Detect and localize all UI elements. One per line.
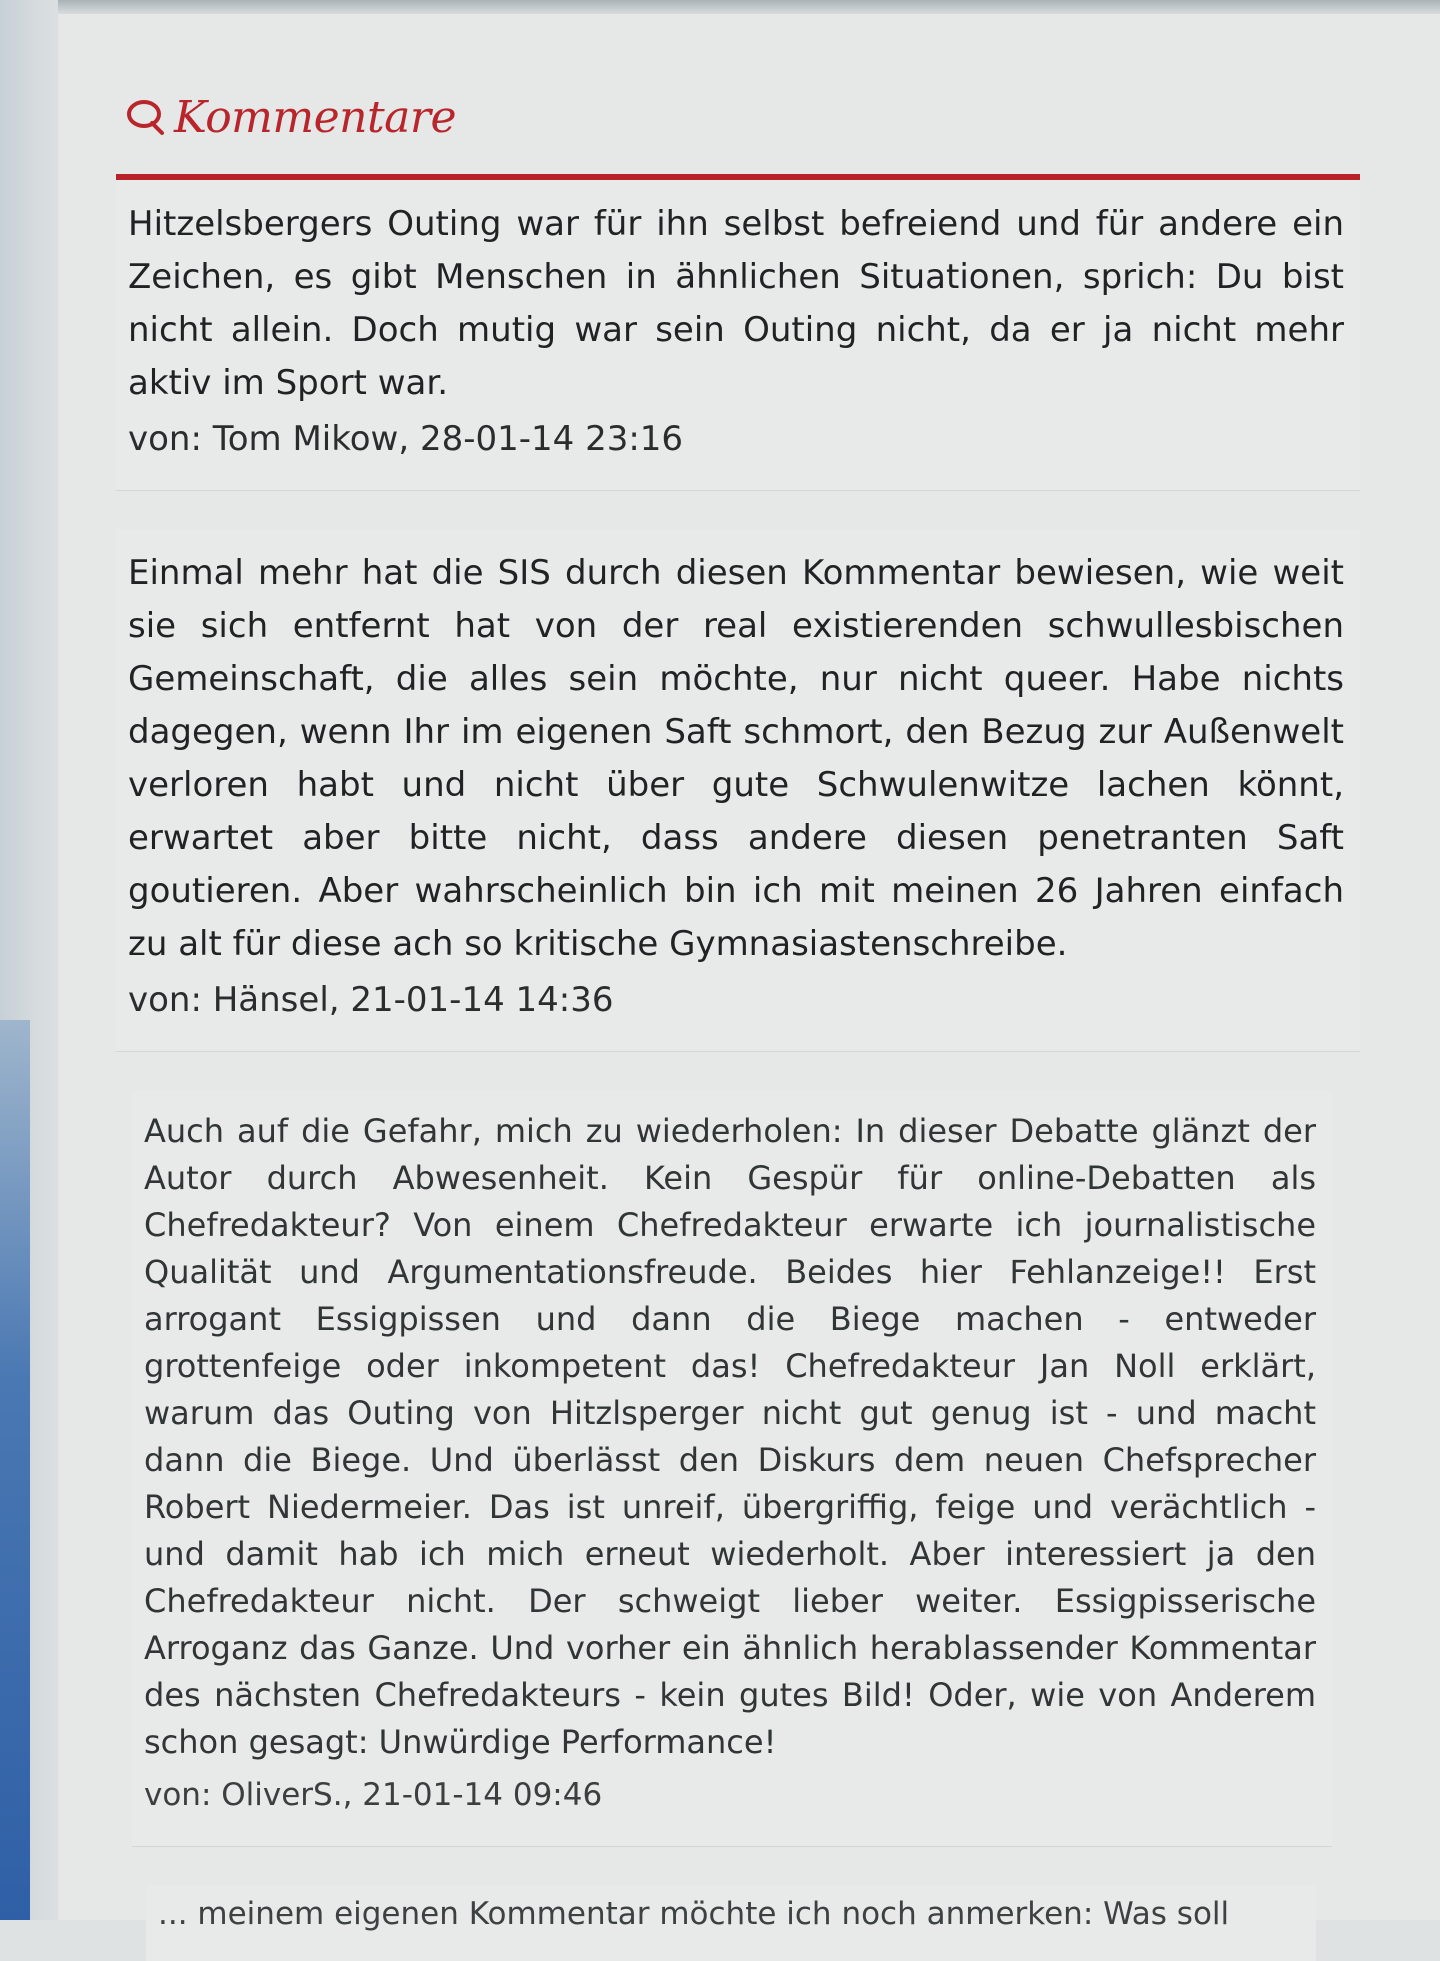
comment-text: ... meinem eigenen Kommentar möchte ich noch anmerken: Was soll: [158, 1896, 1230, 1932]
comments-page: [58, 14, 1440, 1932]
speech-bubble-icon: [124, 96, 168, 140]
desktop-background-strip: [0, 1020, 30, 1920]
comments-title: Kommentare: [174, 92, 456, 143]
comment-byline: von: Hänsel, 21-01-14 14:36: [128, 980, 614, 1020]
comment-item: [132, 1090, 1332, 1847]
comment-byline: von: OliverS., 21-01-14 09:46: [144, 1777, 603, 1813]
comment-byline: von: Tom Mikow, 28-01-14 23:16: [128, 419, 684, 459]
browser-top-edge: [0, 0, 1440, 14]
comment-item: [116, 529, 1360, 1052]
comment-text: Hitzelsbergers Outing war für ihn selbst befreiend und für andere ein Zeichen, es gibt Menschen in ähnlichen Situationen, sprich: Du bist nicht allein. Doch mutig war sein Outing nicht, da er ja nicht mehr aktiv im Sport war.: [128, 204, 1344, 403]
comment-item: [116, 180, 1360, 491]
comment-text: Auch auf die Gefahr, mich zu wiederholen: In dieser Debatte glänzt der Autor durch Abwesenheit. Kein Gespür für online-Debatten als Chefredakteur? Von einem Chefredakteur erwarte ich journalistische Qualität und Argumentationsfreude. Beides hier Fehlanzeige!! Erst arrogant Essigpissen und dann die Biege machen - entweder grottenfeige oder inkompetent das! Chefredakteur Jan Noll erklärt, warum das Outing von Hitzlsperger nicht gut genug ist - und macht dann die Biege. Und überlässt den Diskurs dem neuen Chefsprecher Robert Niedermeier. Das ist unreif, übergriffig, feige und verächtlich - und damit hab ich mich erneut wiederholt. Aber interessiert ja den Chefredakteur nicht. Der schweigt lieber weiter. Essigpisserische Arroganz das Ganze. Und vorher ein ähnlich herablassender Kommentar des nächsten Chefredakteurs - kein gutes Bild! Oder, wie von Anderem schon gesagt: Unwürdige Performance!: [144, 1112, 1316, 1761]
screen-left-edge: [0, 0, 58, 1920]
comment-list: [116, 180, 1360, 1961]
comment-item: [146, 1885, 1316, 1961]
comments-header: [124, 92, 456, 143]
comment-text: Einmal mehr hat die SIS durch diesen Kommentar bewiesen, wie weit sie sich entfernt hat von der real existierenden schwullesbischen Gemeinschaft, die alles sein möchte, nur nicht queer. Habe nichts dagegen, wenn Ihr im eigenen Saft schmort, den Bezug zur Außenwelt verloren habt und nicht über gute Schwulenwitze lachen könnt, erwartet aber bitte nicht, dass andere diesen penetranten Saft goutieren. Aber wahrscheinlich bin ich mit meinen 26 Jahren einfach zu alt für diese ach so kritische Gymnasiastenschreibe.: [128, 553, 1344, 964]
